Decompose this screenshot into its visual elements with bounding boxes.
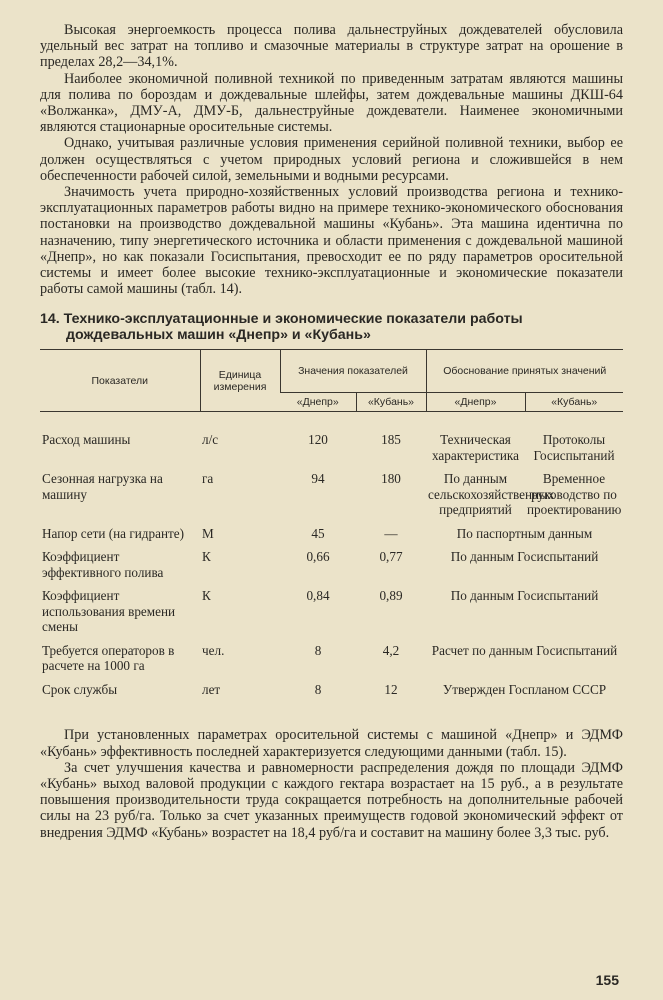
table-row (40, 541, 623, 580)
table-title-line: 14. Технико-эксплуатационные и экономические показатели работы (40, 311, 523, 328)
table-title (40, 311, 623, 343)
header-basis-dnepr: «Днепр» (426, 393, 525, 412)
cell-kuban: 0,89 (379, 588, 403, 604)
cell-dnepr: 8 (314, 681, 322, 697)
paragraph: За счет улучшения качества и равномерности распределения дождя по площади ЭДМФ «Кубань» выход валовой продукции с каждого гектара возрастает на 15 руб., а в результате повышения производительности труда сокращается потребность на дополнительные рабочей силы на 23 руб/га. Только за счет указанных преимуществ годовой экономический эффект от внедрения ЭДМФ «Кубань» возрастет на 18,4 руб/га и составит на машину более 3,3 тыс. руб. (40, 759, 623, 841)
cell-basis: По паспортным данным (456, 525, 593, 541)
cell-basis: Утвержден Госпланом СССР (442, 681, 607, 697)
header-values-group: Значения показателей (280, 350, 426, 393)
cell-kuban: 180 (381, 471, 401, 487)
cell-kuban: 185 (381, 432, 401, 448)
cell-dnepr: 0,66 (306, 549, 330, 565)
table-title-line: дождевальных машин «Днепр» и «Кубань» (66, 327, 371, 344)
cell-indicator: Сезонная нагрузка на машину (42, 471, 163, 502)
table-row (40, 412, 623, 464)
page-number: 155 (595, 972, 619, 988)
cell-basis: По данным Госиспытаний (450, 549, 599, 565)
cell-basis: По данным Госиспытаний (450, 588, 599, 604)
cell-dnepr: 0,84 (306, 588, 330, 604)
table-row (40, 580, 623, 635)
cell-indicator: Напор сети (на гидранте) (42, 525, 185, 541)
header-basis-group: Обоснование принятых значений (426, 350, 623, 393)
paragraph: Однако, учитывая различные условия применения серийной поливной техники, выбор ее должен осуществляться с учетом природных условий региона и сложившейся в нем обеспеченности рабочей силой, земельными и водными ресурсами. (40, 135, 623, 184)
cell-indicator: Срок службы (42, 681, 118, 697)
cell-dnepr: 120 (308, 432, 328, 448)
cell-indicator: Коэффициент использования времени смены (42, 588, 176, 635)
cell-basis-kuban: Временное руководство по проектированию (527, 471, 622, 518)
header-indicator: Показатели (40, 350, 200, 412)
header-kuban: «Кубань» (356, 393, 426, 412)
cell-unit: лет (202, 681, 221, 697)
cell-dnepr: 94 (311, 471, 325, 487)
table-row (40, 674, 623, 698)
bottom-text (40, 727, 623, 840)
cell-kuban: 4,2 (382, 642, 400, 658)
cell-indicator: Расход машины (42, 432, 131, 448)
cell-kuban: 0,77 (379, 549, 403, 565)
cell-unit: К (202, 549, 211, 565)
cell-dnepr: 45 (311, 525, 325, 541)
cell-unit: л/с (202, 432, 219, 448)
paragraph: Значимость учета природно-хозяйственных условий производства региона и технико-эксплуатационных параметров работы видно на примере технико-экономического обоснования постановки на производство дождевальной машины «Кубань». Эта машина идентична по назначению, типу энергетического источника и области применения с дождевальной машиной «Днепр», но как показали Госиспытания, превосходит ее по ряду параметров оросительной системы и имеет более высокие технико-эксплуатационные и экономические показатели работы самой машины (табл. 14). (40, 184, 623, 298)
cell-unit: М (202, 525, 214, 541)
table-row (40, 518, 623, 542)
cell-unit: К (202, 588, 211, 604)
table-row (40, 635, 623, 674)
paragraph: Высокая энергоемкость процесса полива дальнеструйных дождевателей обусловила удельный вес затрат на топливо и смазочные материалы в структуре затрат на орошение в пределах 28,2—34,1%. (40, 22, 623, 71)
cell-basis-dnepr: По данным сельскохозяйственных предприятий (428, 471, 555, 518)
header-unit: Единица измерения (200, 350, 280, 412)
cell-basis-dnepr: Техническая характеристика (432, 432, 519, 463)
cell-indicator: Коэффициент эффективного полива (42, 549, 164, 580)
paragraph: Наиболее экономичной поливной техникой по приведенным затратам являются машины для полива по бороздам и дождевальные шлейфы, затем дождевальные машины ДКШ-64 «Волжанка», ДМУ-А, ДМУ-Б, дальнеструйные дождеватели. Наименее экономичными являются стационарные оросительные системы. (40, 70, 623, 136)
cell-basis-kuban: Протоколы Госиспытаний (533, 432, 615, 463)
cell-unit: га (202, 471, 214, 487)
cell-indicator: Требуется операторов в расчете на 1000 га (42, 642, 175, 674)
paragraph: При установленных параметрах оросительной системы с машиной «Днепр» и ЭДМФ «Кубань» эффективность последней характеризуется следующими данными (табл. 15). (40, 727, 623, 760)
cell-kuban: 12 (384, 681, 398, 697)
indicators-table (40, 349, 623, 697)
cell-dnepr: 8 (314, 642, 322, 658)
table-row (40, 463, 623, 518)
cell-unit: чел. (202, 642, 225, 658)
header-dnepr: «Днепр» (280, 393, 356, 412)
cell-basis: Расчет по данным Госиспытаний (431, 642, 618, 658)
cell-kuban: — (384, 525, 398, 541)
top-text (40, 22, 623, 297)
header-basis-kuban: «Кубань» (525, 393, 623, 412)
